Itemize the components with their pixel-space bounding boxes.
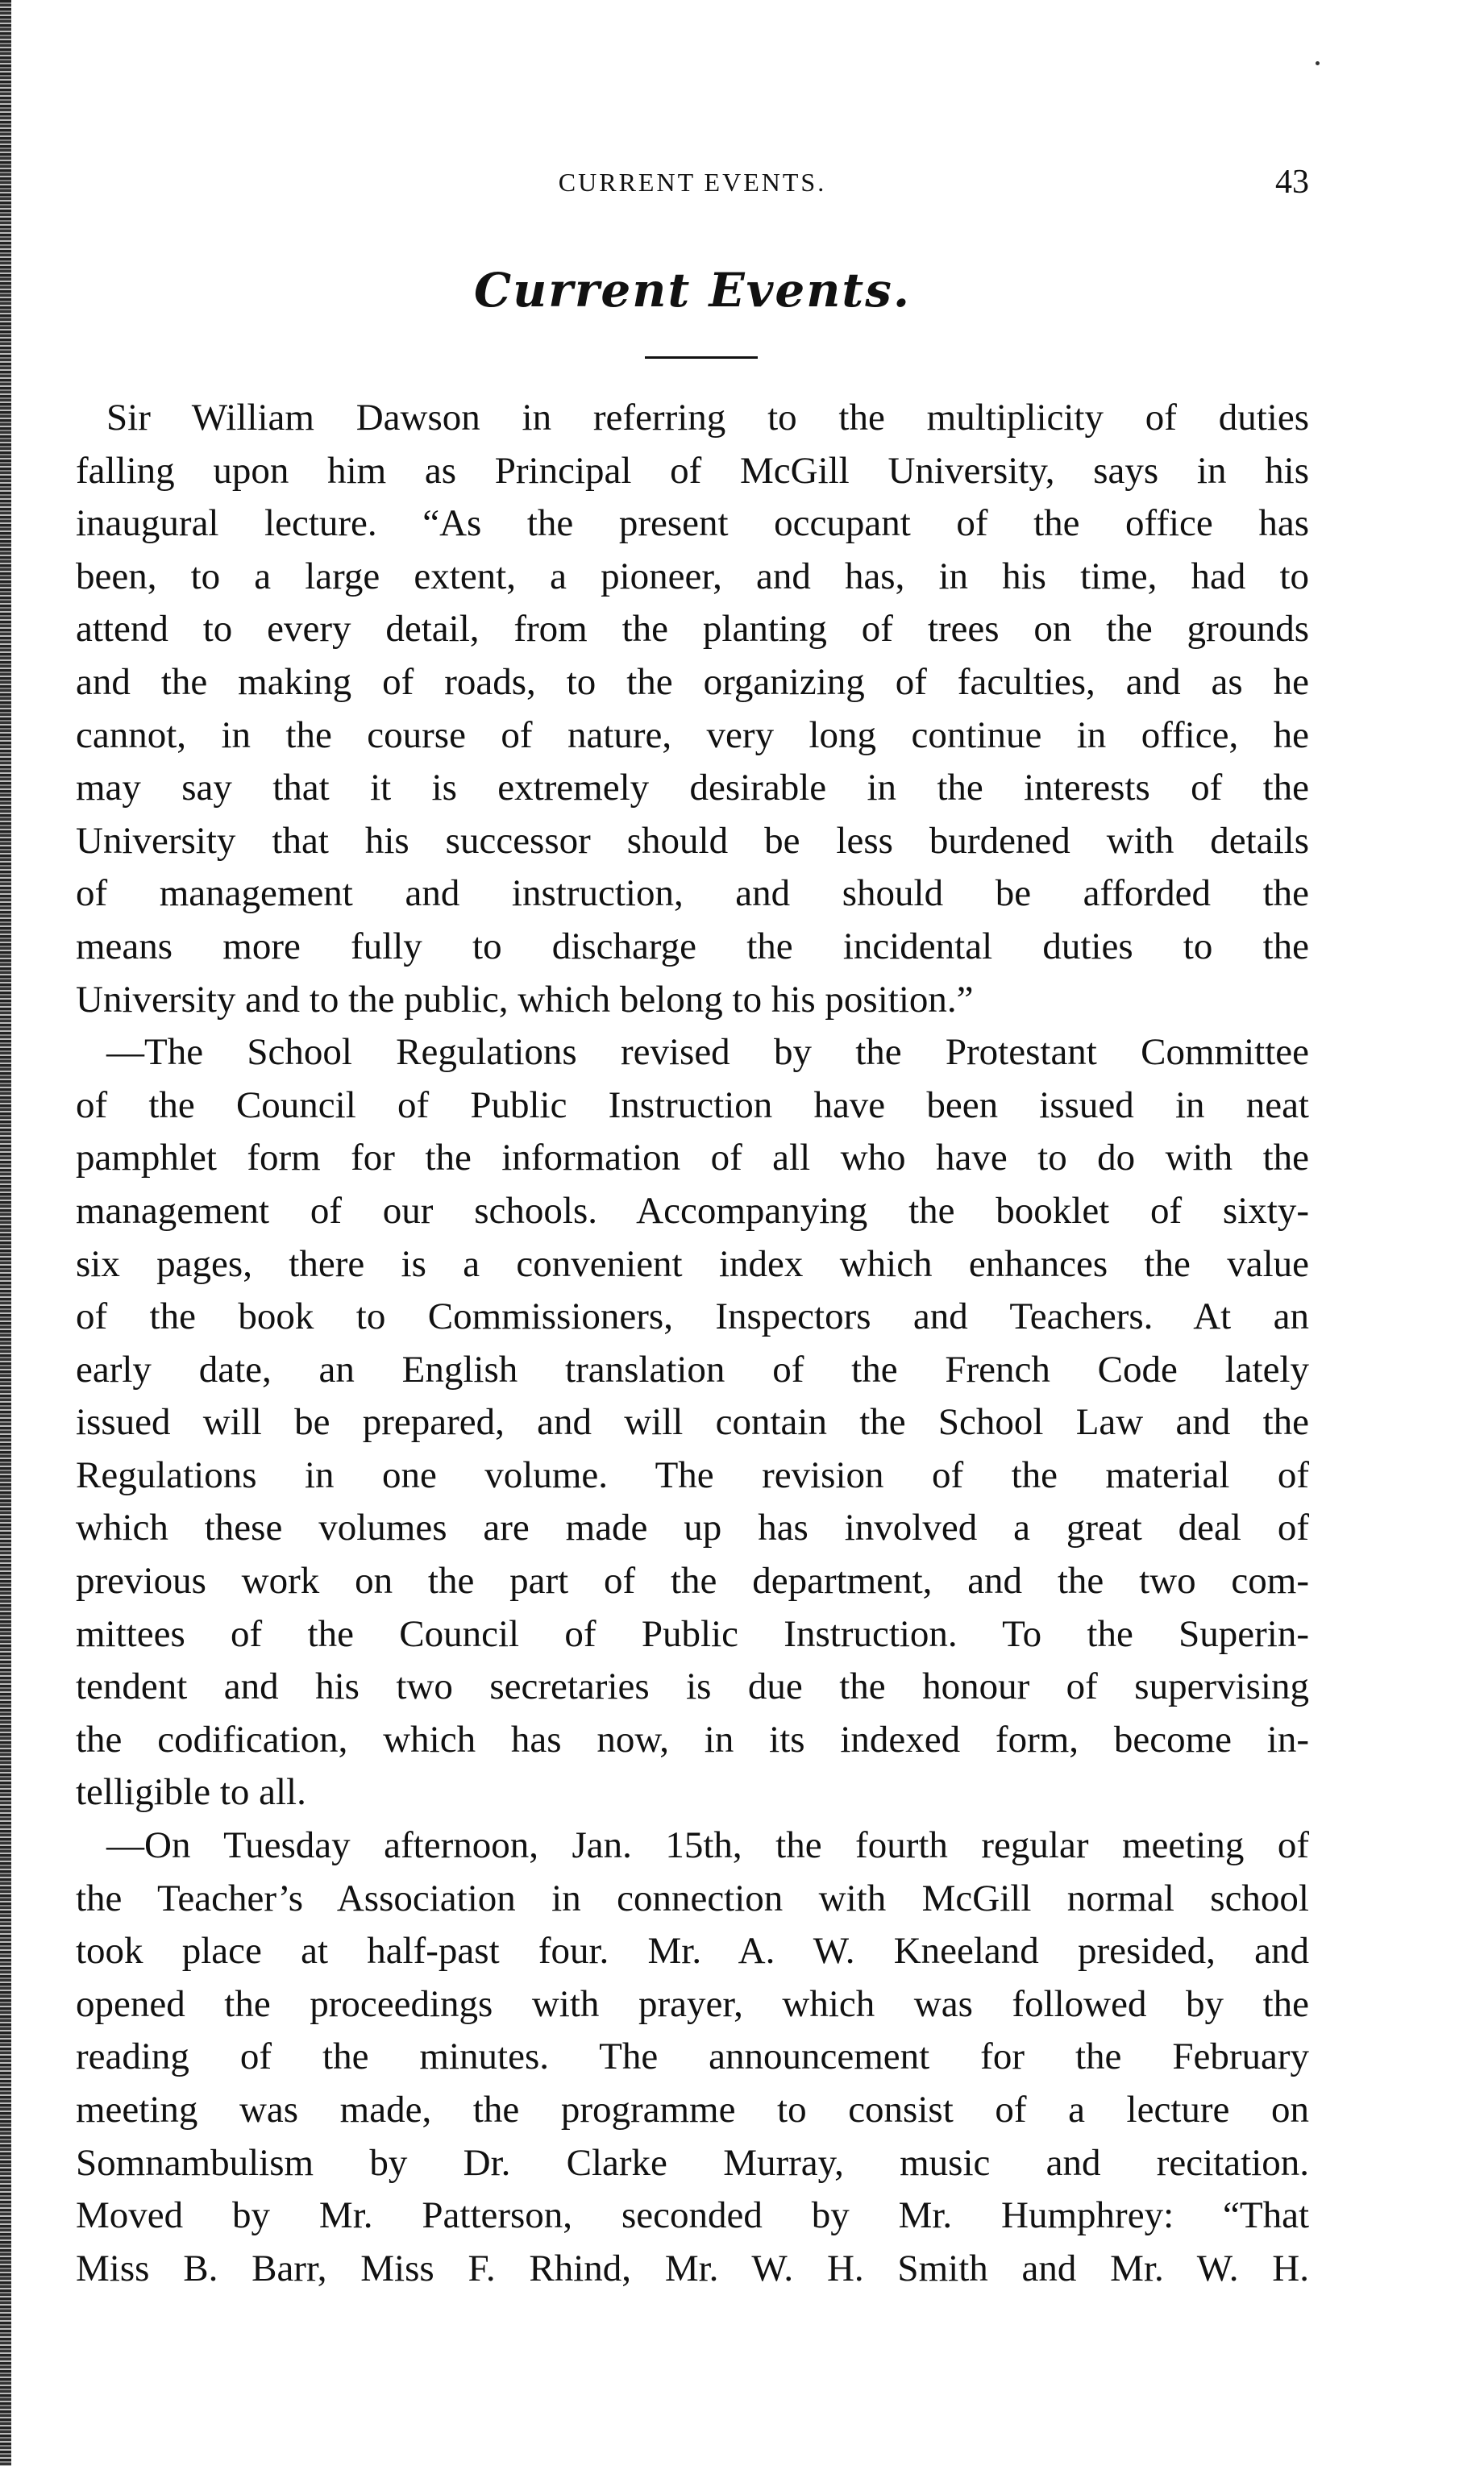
text-line: management of our schools. Accompanying the booklet of sixty-	[76, 1189, 1309, 1232]
text-line: six pages, there is a convenient index which enhances the value	[76, 1242, 1309, 1285]
text-line: of management and instruction, and should be afforded the	[76, 872, 1309, 915]
section-heading: Current Events.	[473, 263, 912, 318]
text-line: cannot, in the course of nature, very long continue in office, he	[76, 713, 1309, 756]
text-line: —The School Regulations revised by the Protestant Committee	[106, 1031, 1309, 1074]
text-line: —On Tuesday afternoon, Jan. 15th, the fourth regular meeting of	[106, 1824, 1309, 1867]
text-line: the codification, which has now, in its indexed form, become in-	[76, 1718, 1309, 1761]
text-line: pamphlet form for the information of all who have to do with the	[76, 1137, 1309, 1179]
text-line: previous work on the part of the department, and the two com-	[76, 1560, 1309, 1603]
print-speck	[1316, 61, 1320, 65]
text-line: telligible to all.	[76, 1771, 306, 1814]
text-line: meeting was made, the programme to consist of a lecture on	[76, 2089, 1309, 2131]
text-line: University and to the public, which belong to his position.”	[76, 978, 974, 1021]
text-line: been, to a large extent, a pioneer, and has, in his time, had to	[76, 555, 1309, 597]
text-line: issued will be prepared, and will contain the School Law and the	[76, 1401, 1309, 1444]
paragraph-teachers-association	[76, 1819, 1309, 2295]
text-line: of the book to Commissioners, Inspectors and Teachers. At an	[76, 1295, 1309, 1338]
text-line: attend to every detail, from the planting of trees on the grounds	[76, 608, 1309, 651]
running-header	[76, 158, 1309, 206]
paragraph-school-regulations	[76, 1026, 1309, 1819]
page-number: 43	[1275, 164, 1309, 201]
text-line: falling upon him as Principal of McGill University, says in his	[76, 449, 1309, 492]
text-line: Sir William Dawson in referring to the multiplicity of duties	[106, 397, 1309, 439]
text-line: took place at half-past four. Mr. A. W. Kneeland presided, and	[76, 1930, 1309, 1973]
paragraph-dawson	[76, 392, 1309, 1026]
text-line: Miss B. Barr, Miss F. Rhind, Mr. W. H. Smith and Mr. W. H.	[76, 2247, 1309, 2289]
text-line: Regulations in one volume. The revision of the material of	[76, 1453, 1309, 1496]
article-body	[76, 392, 1309, 2295]
text-line: the Teacher’s Association in connection with McGill normal school	[76, 1877, 1309, 1919]
text-line: mittees of the Council of Public Instruction. To the Superin-	[76, 1612, 1309, 1655]
text-line: Moved by Mr. Patterson, seconded by Mr. Humphrey: “That	[76, 2194, 1309, 2237]
running-title: CURRENT EVENTS.	[558, 168, 827, 197]
heading-rule	[645, 356, 758, 359]
text-line: early date, an English translation of the French Code lately	[76, 1348, 1309, 1391]
text-line: and the making of roads, to the organizing of faculties, and as he	[76, 660, 1309, 703]
text-line: Somnambulism by Dr. Clarke Murray, music and recitation.	[76, 2141, 1309, 2184]
text-line: which these volumes are made up has involved a great deal of	[76, 1507, 1309, 1549]
binding-edge	[0, 0, 11, 2466]
text-line: tendent and his two secretaries is due the honour of supervising	[76, 1665, 1309, 1708]
text-line: University that his successor should be less burdened with details	[76, 819, 1309, 862]
text-line: inaugural lecture. “As the present occupant of the office has	[76, 502, 1309, 545]
text-line: reading of the minutes. The announcement for the February	[76, 2036, 1309, 2078]
text-line: means more fully to discharge the incidental duties to the	[76, 925, 1309, 967]
text-line: opened the proceedings with prayer, which was followed by the	[76, 1982, 1309, 2025]
text-line: may say that it is extremely desirable in the interests of the	[76, 767, 1309, 809]
text-line: of the Council of Public Instruction have been issued in neat	[76, 1083, 1309, 1126]
